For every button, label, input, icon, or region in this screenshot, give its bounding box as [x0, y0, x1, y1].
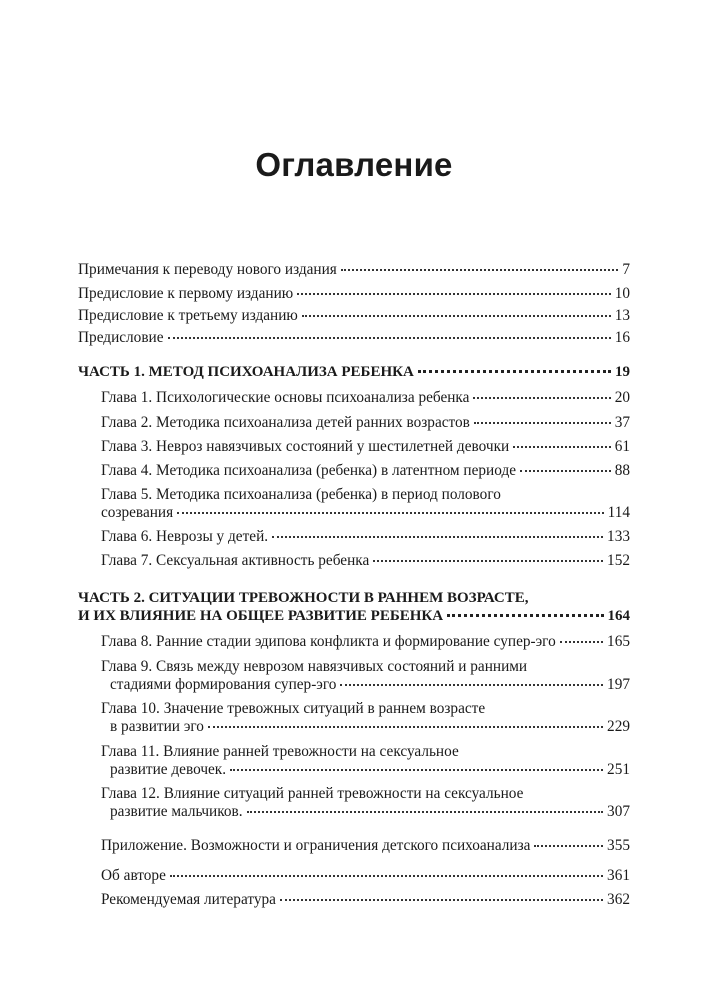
dot-leader	[302, 315, 611, 317]
chapter-title-line1[interactable]: Глава 5. Методика психоанализа (ребенка) в период полового	[101, 486, 501, 503]
toc-chapter[interactable]	[101, 389, 630, 407]
part-title: ЧАСТЬ 1. МЕТОД ПСИХОАНАЛИЗА РЕБЕНКА	[78, 364, 414, 380]
dot-leader	[272, 536, 603, 538]
page-number: 20	[614, 389, 630, 406]
dot-leader	[513, 446, 611, 448]
page-number: 229	[607, 718, 630, 735]
dot-leader	[341, 269, 619, 271]
page-number: 13	[614, 307, 630, 324]
dot-leader	[297, 293, 611, 295]
chapter-title: Глава 4. Методика психоанализа (ребенка) в латентном периоде	[101, 462, 517, 479]
toc-chapter[interactable]	[101, 462, 630, 480]
chapter-title: Глава 8. Ранние стадии эдипова конфликта и формирование супер-эго	[101, 633, 556, 650]
part-title-line2: И ИХ ВЛИЯНИЕ НА ОБЩЕЕ РАЗВИТИЕ РЕБЕНКА	[78, 608, 444, 624]
toc-chapter[interactable]	[110, 718, 630, 736]
chapter-title: Глава 6. Неврозы у детей.	[101, 528, 269, 545]
toc-entry[interactable]	[78, 307, 630, 325]
toc-entry[interactable]	[101, 837, 630, 855]
page-number: 61	[614, 438, 630, 455]
dot-leader	[474, 422, 611, 424]
entry-title: Об авторе	[101, 867, 166, 884]
entry-title: Рекомендуемая литература	[101, 891, 276, 908]
entry-title: Приложение. Возможности и ограничения детского психоанализа	[101, 837, 531, 854]
dot-leader	[560, 641, 603, 643]
dot-leader	[340, 684, 603, 686]
page-number: 10	[614, 285, 630, 302]
entry-title: Примечания к переводу нового издания	[78, 261, 337, 278]
page-number: 16	[614, 329, 630, 346]
chapter-title-line2: стадиями формирования супер-эго	[110, 676, 337, 693]
dot-leader	[418, 370, 611, 373]
toc-chapter[interactable]	[101, 414, 630, 432]
dot-leader	[473, 397, 610, 399]
page-number: 88	[614, 462, 630, 479]
toc-entry[interactable]	[101, 867, 630, 885]
entry-title: Предисловие к третьему изданию	[78, 307, 298, 324]
page-number: 114	[607, 504, 630, 521]
page-number: 7	[622, 261, 630, 278]
entry-title: Предисловие	[78, 329, 164, 346]
page-number: 164	[607, 608, 630, 624]
page-number: 152	[607, 552, 630, 569]
chapter-title-line2: в развитии эго	[110, 718, 204, 735]
chapter-title-line1[interactable]: Глава 11. Влияние ранней тревожности на сексуальное	[101, 743, 459, 760]
toc-entry[interactable]	[78, 329, 630, 347]
chapter-title: Глава 3. Невроз навязчивых состояний у шестилетней девочки	[101, 438, 510, 455]
toc-chapter[interactable]	[110, 761, 630, 779]
toc-entry[interactable]	[78, 261, 630, 279]
toc-chapter[interactable]	[101, 528, 630, 546]
page-number: 355	[607, 837, 630, 854]
page-number: 165	[607, 633, 630, 650]
toc-part-heading[interactable]	[78, 607, 630, 625]
dot-leader	[208, 726, 603, 728]
entry-title: Предисловие к первому изданию	[78, 285, 294, 302]
chapter-title: Глава 7. Сексуальная активность ребенка	[101, 552, 370, 569]
toc-part-heading[interactable]	[78, 363, 630, 381]
toc-chapter[interactable]	[101, 438, 630, 456]
page-title: Оглавление	[255, 146, 453, 183]
chapter-title: Глава 2. Методика психоанализа детей ранних возрастов	[101, 414, 470, 431]
chapter-title-line1[interactable]: Глава 9. Связь между неврозом навязчивых состояний и ранними	[101, 658, 528, 675]
page-number: 251	[607, 761, 630, 778]
page-number: 197	[607, 676, 630, 693]
chapter-title-line2: развитие мальчиков.	[110, 803, 243, 820]
dot-leader	[534, 845, 603, 847]
dot-leader	[168, 337, 611, 339]
toc-entry[interactable]	[101, 891, 630, 909]
chapter-title-line1[interactable]: Глава 12. Влияние ситуаций ранней тревожности на сексуальное	[101, 785, 524, 802]
toc-chapter[interactable]	[101, 504, 630, 522]
toc-entry[interactable]	[78, 285, 630, 303]
dot-leader	[520, 470, 611, 472]
toc-chapter[interactable]	[101, 633, 630, 651]
chapter-title-line2: развитие девочек.	[110, 761, 227, 778]
dot-leader	[447, 614, 603, 617]
page-number: 362	[607, 891, 630, 908]
toc-chapter[interactable]	[110, 803, 630, 821]
page-number: 133	[607, 528, 630, 545]
part-title-line1[interactable]: ЧАСТЬ 2. СИТУАЦИИ ТРЕВОЖНОСТИ В РАННЕМ ВОЗРАСТЕ,	[78, 590, 529, 606]
chapter-title-line1[interactable]: Глава 10. Значение тревожных ситуаций в раннем возрасте	[101, 700, 486, 717]
dot-leader	[230, 769, 603, 771]
toc-chapter[interactable]	[101, 552, 630, 570]
toc-chapter[interactable]	[110, 676, 630, 694]
page-number: 19	[615, 364, 630, 380]
dot-leader	[373, 560, 603, 562]
page-number: 307	[607, 803, 630, 820]
chapter-title: Глава 1. Психологические основы психоанализа ребенка	[101, 389, 470, 406]
dot-leader	[177, 512, 603, 514]
dot-leader	[170, 875, 603, 877]
dot-leader	[247, 811, 603, 813]
page-number: 361	[607, 867, 630, 884]
chapter-title-line2: созревания	[101, 504, 174, 521]
page-number: 37	[614, 414, 630, 431]
dot-leader	[280, 899, 603, 901]
